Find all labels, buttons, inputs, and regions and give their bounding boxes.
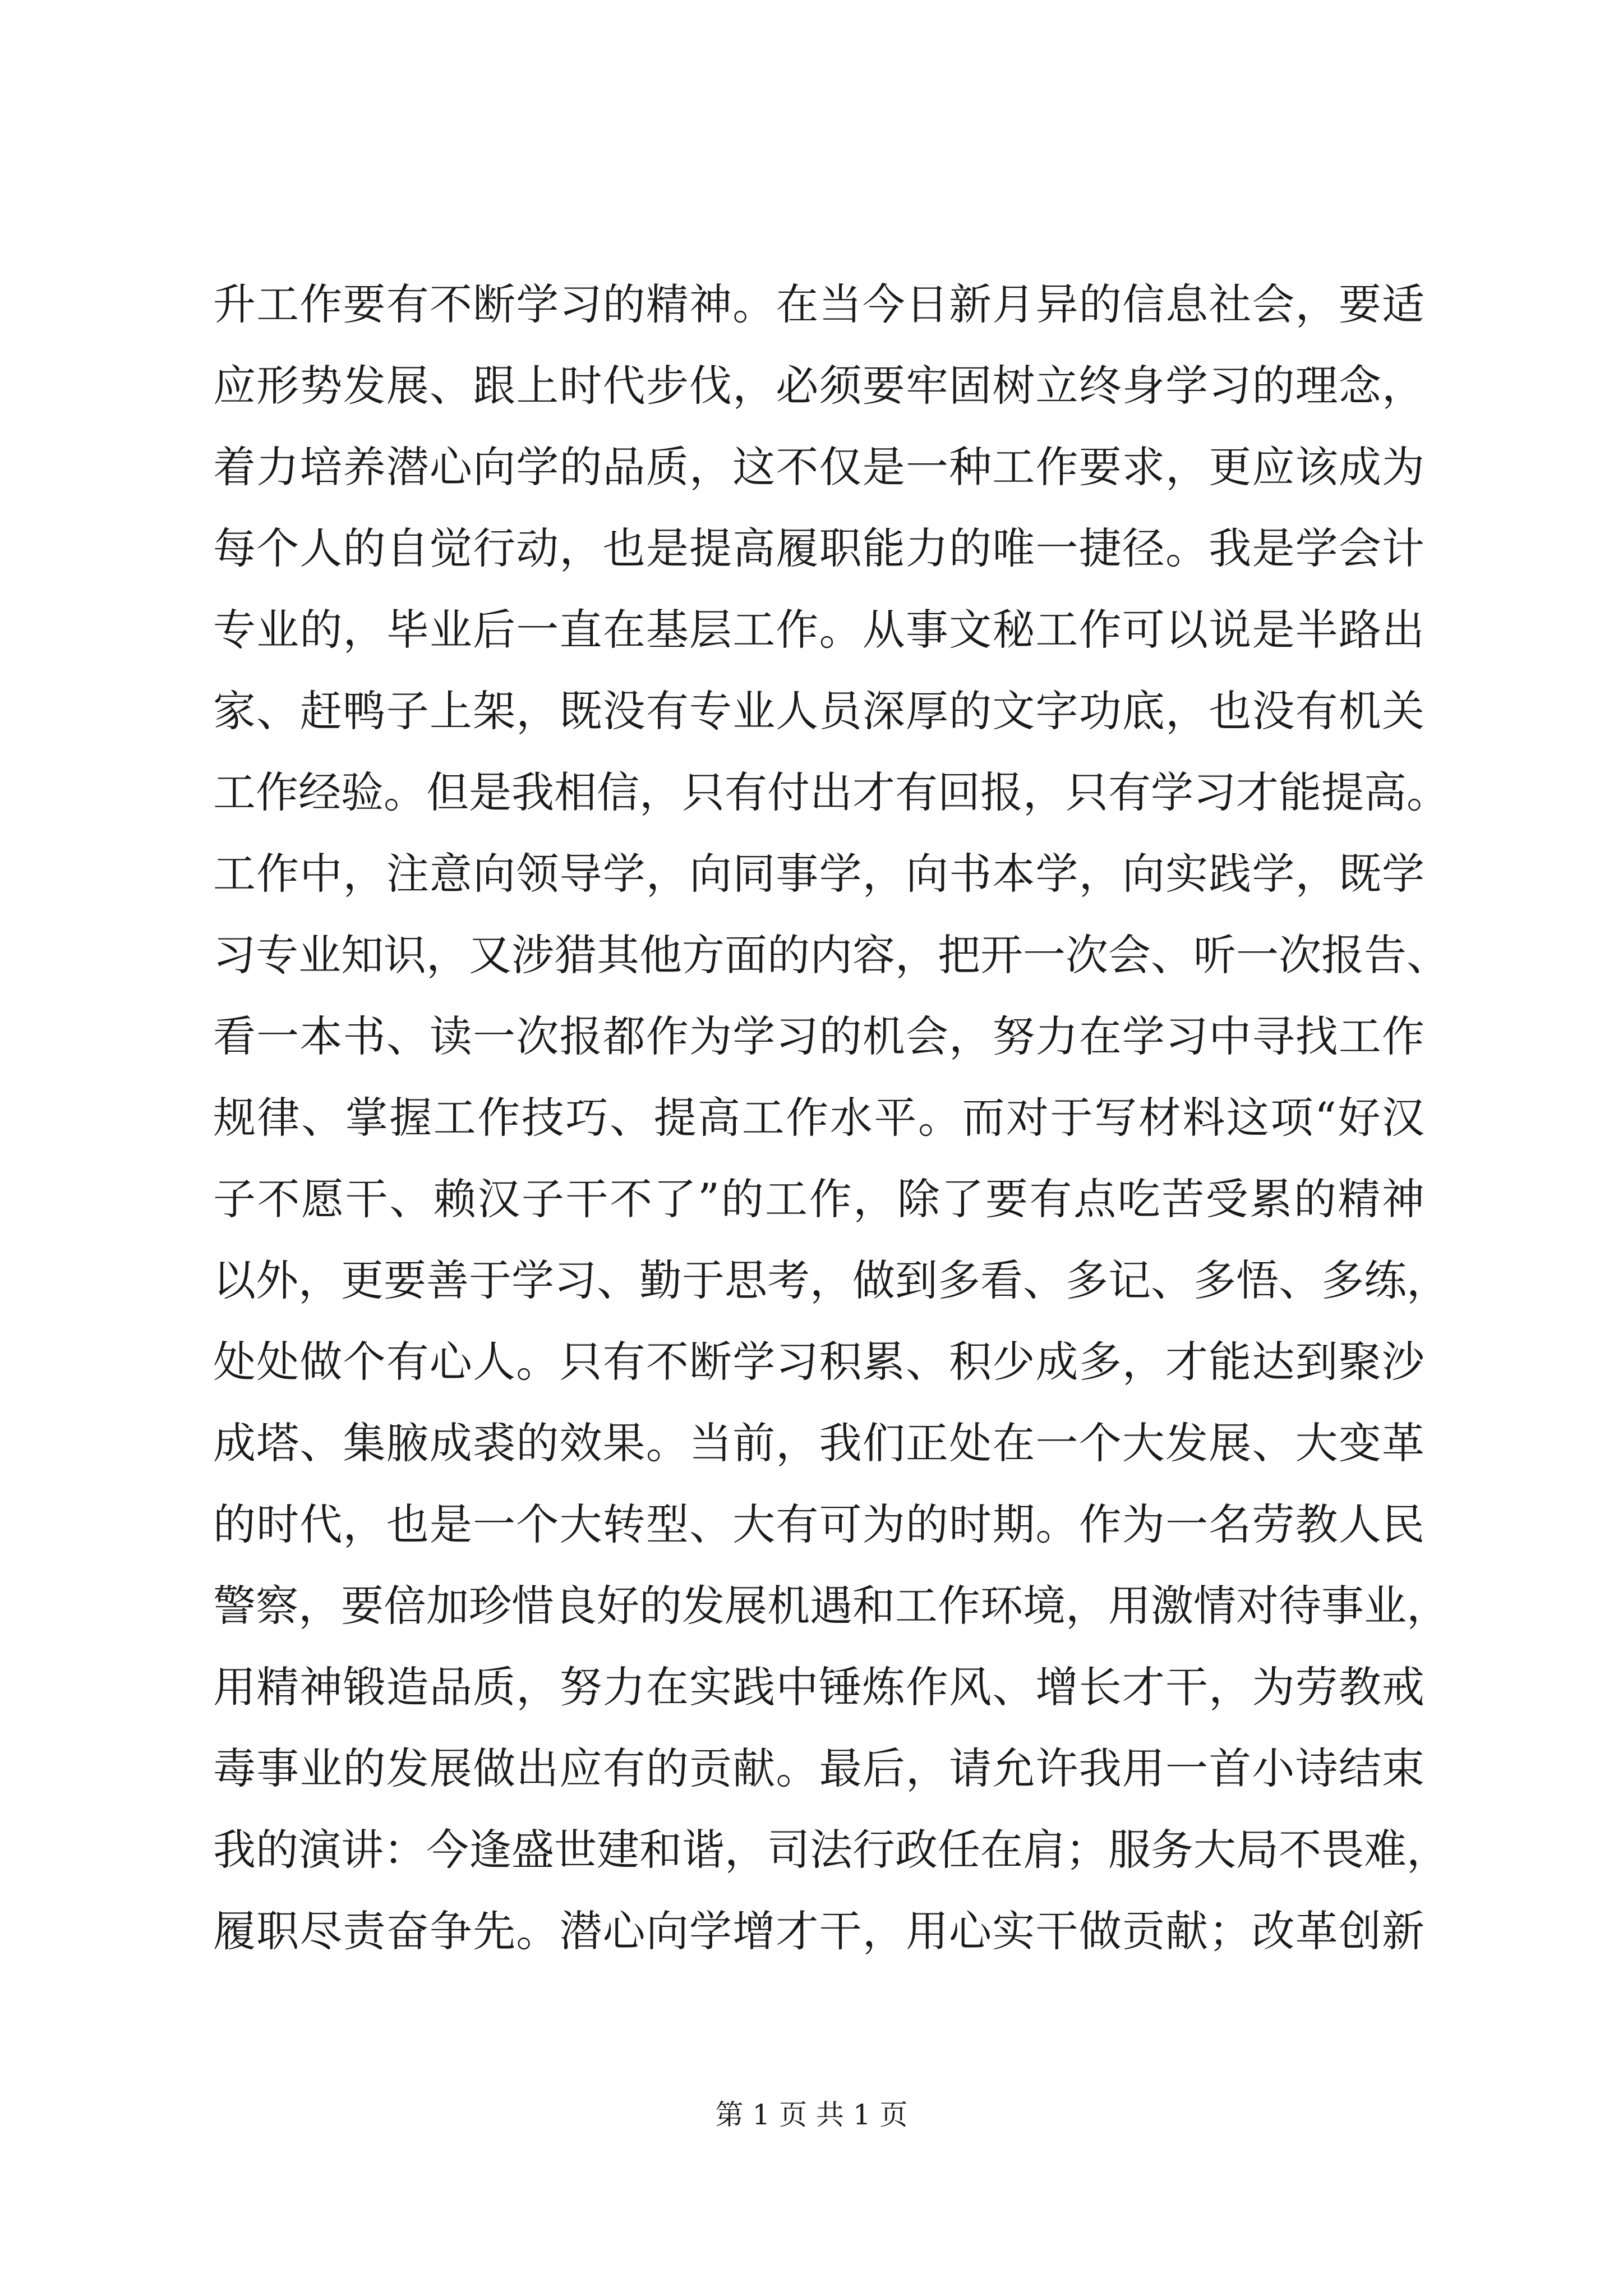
text-line: 毒事业的发展做出应有的贡献。最后，请允许我用一首小诗结束 bbox=[213, 1743, 1424, 1793]
text-line: 履职尽责奋争先。潜心向学增才干，用心实干做贡献；改革创新 bbox=[213, 1906, 1424, 1956]
text-line: 处处做个有心人。只有不断学习积累、积少成多，才能达到聚沙 bbox=[213, 1337, 1424, 1387]
text-line: 的时代，也是一个大转型、大有可为的时期。作为一名劳教人民 bbox=[213, 1499, 1424, 1549]
text-line: 习专业知识，又涉猎其他方面的内容，把开一次会、听一次报告、 bbox=[213, 930, 1449, 980]
text-line: 我的演讲：今逢盛世建和谐，司法行政任在肩；服务大局不畏难， bbox=[213, 1825, 1449, 1875]
text-line: 规律、掌握工作技巧、提高工作水平。而对于写材料这项“好汉 bbox=[213, 1093, 1424, 1143]
text-line: 工作中，注意向领导学，向同事学，向书本学，向实践学，既学 bbox=[213, 849, 1424, 899]
body-text bbox=[213, 264, 1449, 1972]
text-line: 警察，要倍加珍惜良好的发展机遇和工作环境，用激情对待事业， bbox=[213, 1581, 1449, 1631]
text-line: 用精神锻造品质，努力在实践中锤炼作风、增长才干，为劳教戒 bbox=[213, 1662, 1424, 1712]
text-line: 着力培养潜心向学的品质，这不仅是一种工作要求，更应该成为 bbox=[213, 442, 1424, 492]
text-line: 家、赶鸭子上架，既没有专业人员深厚的文字功底，也没有机关 bbox=[213, 686, 1424, 736]
page-footer bbox=[0, 2098, 1623, 2132]
text-line: 专业的，毕业后一直在基层工作。从事文秘工作可以说是半路出 bbox=[213, 605, 1424, 655]
text-line: 每个人的自觉行动，也是提高履职能力的唯一捷径。我是学会计 bbox=[213, 523, 1424, 573]
text-line: 应形势发展、跟上时代步伐，必须要牢固树立终身学习的理念， bbox=[213, 361, 1424, 411]
text-line: 成塔、集腋成裘的效果。当前，我们正处在一个大发展、大变革 bbox=[213, 1418, 1424, 1468]
text-line: 子不愿干、赖汉子干不了”的工作，除了要有点吃苦受累的精神 bbox=[213, 1174, 1424, 1224]
text-line: 看一本书、读一次报都作为学习的机会，努力在学习中寻找工作 bbox=[213, 1011, 1424, 1061]
text-line: 工作经验。但是我相信，只有付出才有回报，只有学习才能提高。 bbox=[213, 767, 1449, 817]
text-line: 升工作要有不断学习的精神。在当今日新月异的信息社会，要适 bbox=[213, 279, 1424, 329]
page-number: 第 1 页 共 1 页 bbox=[715, 2099, 908, 2131]
text-line: 以外，更要善于学习、勤于思考，做到多看、多记、多悟、多练， bbox=[213, 1255, 1449, 1305]
